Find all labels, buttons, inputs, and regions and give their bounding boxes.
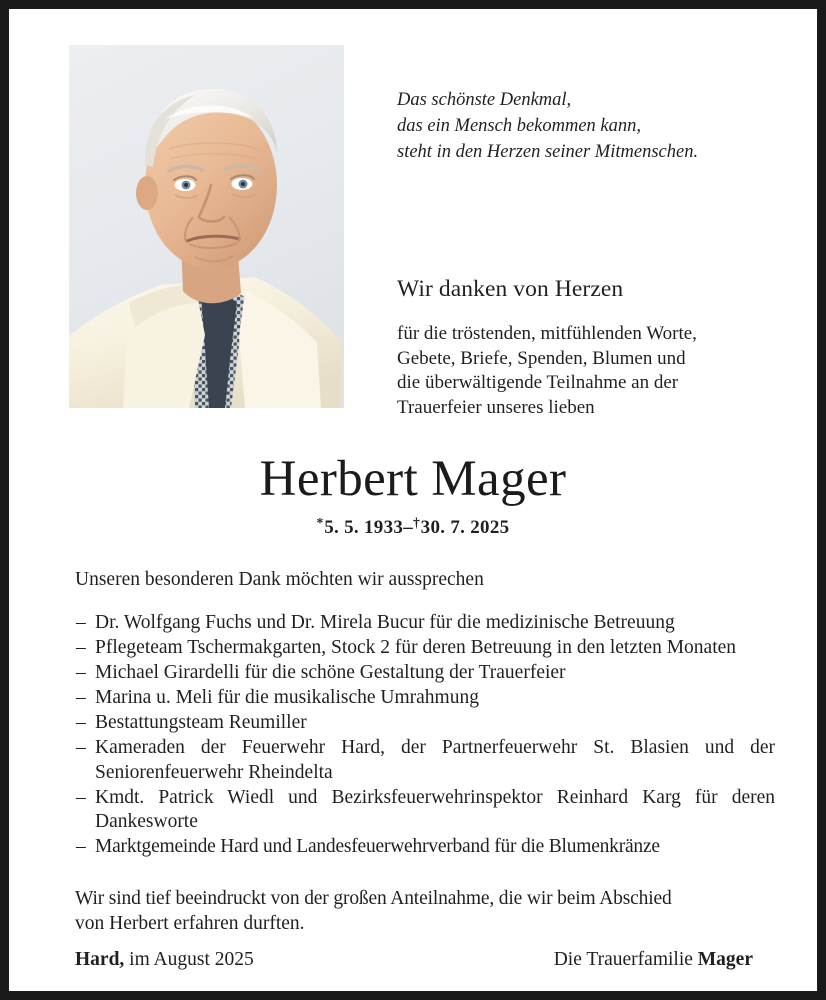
footer-family-prefix: Die Trauerfamilie xyxy=(553,949,698,970)
thanks-intro: Unseren besonderen Dank möchten wir aussprechen xyxy=(75,569,484,590)
footer-place: Hard, xyxy=(75,949,125,970)
bullet-dash: – xyxy=(76,687,86,708)
list-item xyxy=(75,736,775,785)
notice-footer xyxy=(75,947,753,973)
death-date: 30. 7. 2025 xyxy=(420,517,510,538)
bullet-dash: – xyxy=(76,712,86,733)
footer-family xyxy=(554,947,753,973)
notice-sheet xyxy=(9,9,817,991)
birth-date: 5. 5. 1933 xyxy=(324,517,404,538)
thanks-body-line-3: die überwältigende Teilnahme an der xyxy=(397,372,679,393)
epigraph-line-3: steht in den Herzen seiner Mitmenschen. xyxy=(397,142,699,162)
deceased-name: Herbert Mager xyxy=(259,451,567,507)
list-item xyxy=(75,661,775,686)
footer-place-date xyxy=(75,947,254,973)
bullet-dash: – xyxy=(76,737,86,758)
bullet-dash: – xyxy=(76,836,86,857)
bullet-dash: – xyxy=(76,786,86,808)
portrait-photo xyxy=(69,45,344,408)
list-item xyxy=(75,835,775,860)
thanks-body-line-4: Trauerfeier unseres lieben xyxy=(397,396,595,418)
death-symbol: † xyxy=(413,515,421,531)
thanks-body xyxy=(397,322,771,420)
epigraph-line-1: Das schönste Denkmal, xyxy=(397,90,572,110)
list-item-text: Marina u. Meli für die musikalische Umrahmung xyxy=(95,687,479,708)
closing-line-1: Wir sind tief beeindruckt von der großen Anteilnahme, die wir beim Abschied xyxy=(75,888,672,909)
thanks-heading: Wir danken von Herzen xyxy=(397,276,624,302)
list-item-text: Michael Girardelli für die schöne Gestaltung der Trauerfeier xyxy=(95,662,566,683)
list-item-text: Bestattungsteam Reumiller xyxy=(95,712,307,733)
thanks-list xyxy=(75,611,775,860)
bullet-dash: – xyxy=(76,637,86,658)
date-separator: – xyxy=(403,517,413,538)
list-item xyxy=(75,636,775,661)
thanks-body-line-2: Gebete, Briefe, Spenden, Blumen und xyxy=(397,347,686,369)
epigraph xyxy=(397,87,777,165)
list-item xyxy=(75,786,775,835)
footer-date: im August 2025 xyxy=(124,949,254,970)
list-item xyxy=(75,711,775,736)
portrait-illustration xyxy=(69,45,344,408)
list-item-text: Kmdt. Patrick Wiedl und Bezirksfeuerwehrinspektor Reinhard Karg für deren Dankesworte xyxy=(95,786,775,832)
footer-family-name: Mager xyxy=(697,949,753,970)
closing-line-2: von Herbert erfahren durften. xyxy=(75,913,305,934)
list-item-text: Marktgemeinde Hard und Landesfeuerwehrverband für die Blumenkränze xyxy=(95,836,660,857)
bullet-dash: – xyxy=(76,662,86,683)
life-dates xyxy=(9,516,817,540)
closing-paragraph xyxy=(75,886,775,936)
list-item-text: Dr. Wolfgang Fuchs und Dr. Mirela Bucur für die medizinische Betreuung xyxy=(95,612,675,633)
birth-symbol: * xyxy=(316,515,324,531)
thanks-body-line-1: für die tröstenden, mitfühlenden Worte, xyxy=(397,323,697,344)
list-item xyxy=(75,686,775,711)
list-item-text: Pflegeteam Tschermakgarten, Stock 2 für deren Betreuung in den letzten Monaten xyxy=(95,637,737,658)
epigraph-line-2: das ein Mensch bekommen kann, xyxy=(397,116,642,136)
list-item-text: Kameraden der Feuerwehr Hard, der Partnerfeuerwehr St. Blasien und der Seniorenfeuerwehr Rheindelta xyxy=(95,737,775,783)
list-item xyxy=(75,611,775,636)
bullet-dash: – xyxy=(76,612,86,633)
